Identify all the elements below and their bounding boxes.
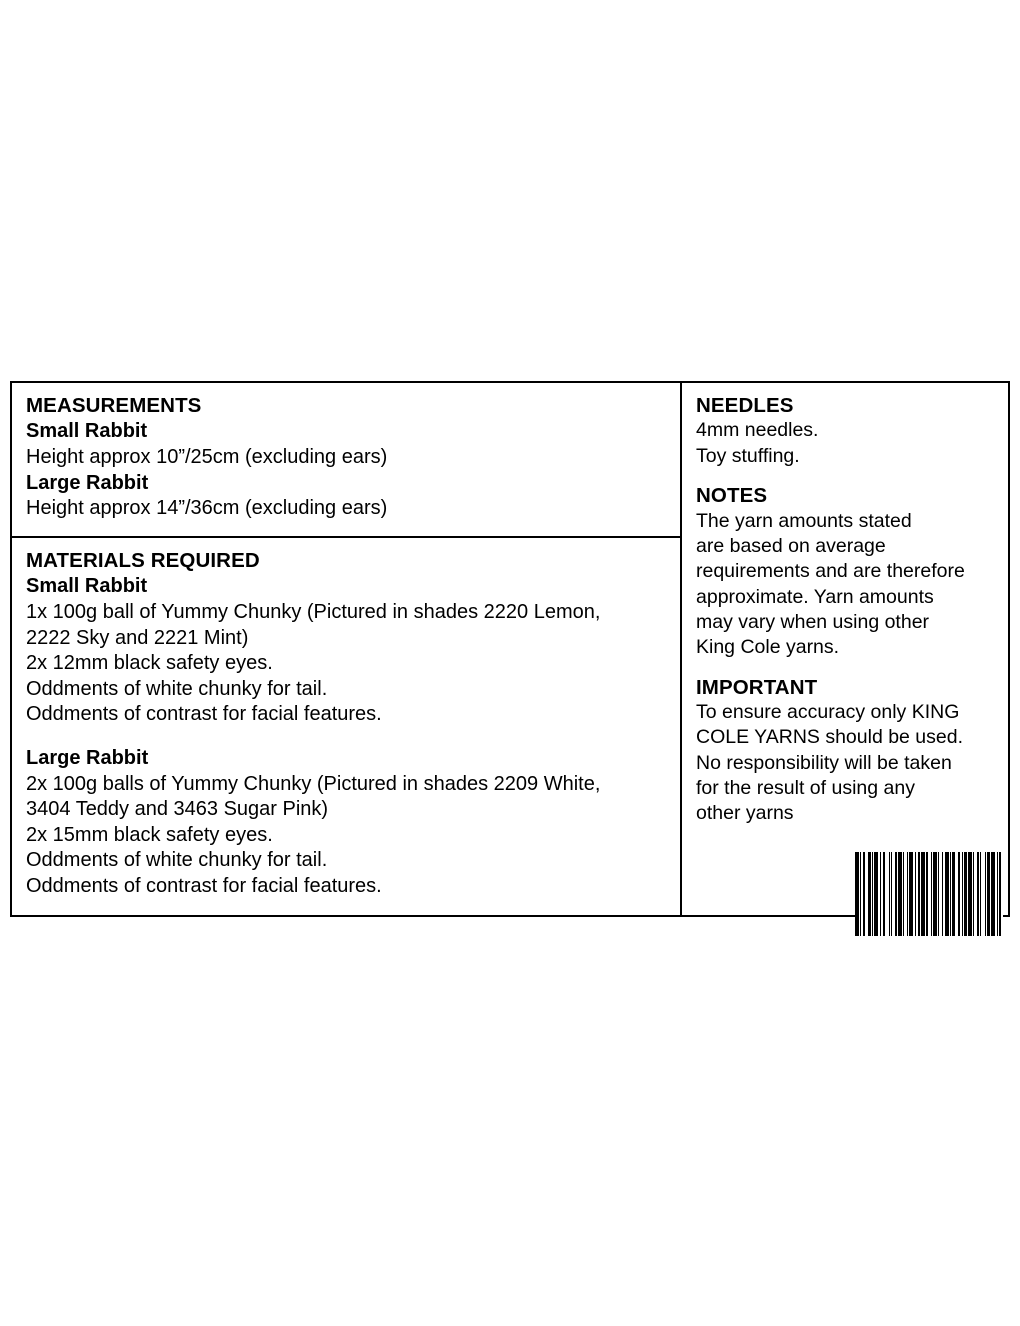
materials-large-line-1: 2x 100g balls of Yummy Chunky (Pictured in shades 2209 White,: [26, 772, 601, 795]
needles-line-1: 4mm needles.: [696, 419, 819, 442]
materials-small-line-5: Oddments of contrast for facial features.: [26, 703, 382, 726]
right-column: [682, 383, 1008, 915]
info-panel: [10, 381, 1010, 917]
notes-line-1: The yarn amounts stated: [696, 509, 912, 532]
materials-spacer: [26, 728, 666, 746]
measurements-large-rabbit-text: Height approx 14”/36cm (excluding ears): [26, 497, 388, 520]
materials-large-rabbit-heading: Large Rabbit: [26, 746, 149, 769]
measurements-small-rabbit-heading: Small Rabbit: [26, 420, 148, 443]
product-barcode: [855, 852, 1003, 936]
materials-title: MATERIALS REQUIRED: [26, 549, 260, 572]
materials-large-line-5: Oddments of contrast for facial features.: [26, 874, 382, 897]
important-title: IMPORTANT: [696, 675, 818, 699]
notes-line-5: may vary when using other: [696, 610, 930, 633]
measurements-large-rabbit-heading: Large Rabbit: [26, 471, 149, 494]
needles-title: NEEDLES: [696, 394, 794, 417]
materials-large-line-4: Oddments of white chunky for tail.: [26, 849, 328, 872]
left-column: [12, 383, 682, 915]
important-line-5: other yarns: [696, 802, 794, 825]
notes-line-3: requirements and are therefore: [696, 560, 965, 583]
needles-line-2: Toy stuffing.: [696, 444, 800, 467]
notes-line-6: King Cole yarns.: [696, 636, 840, 659]
materials-small-line-1: 1x 100g ball of Yummy Chunky (Pictured in shades 2220 Lemon,: [26, 601, 601, 623]
important-line-4: for the result of using any: [696, 777, 915, 799]
important-line-3: No responsibility will be taken: [696, 751, 952, 774]
notes-line-4: approximate. Yarn amounts: [696, 585, 934, 608]
important-line-1: To ensure accuracy only KING: [696, 700, 960, 723]
notes-title: NOTES: [696, 484, 768, 508]
measurements-small-rabbit-text: Height approx 10”/25cm (excluding ears): [26, 446, 388, 468]
materials-large-line-3: 2x 15mm black safety eyes.: [26, 823, 273, 846]
measurements-section: [12, 383, 680, 538]
materials-small-rabbit-heading: Small Rabbit: [26, 575, 148, 598]
materials-section: [12, 538, 680, 915]
notes-spacer: [696, 661, 994, 675]
measurements-title: MEASUREMENTS: [26, 394, 202, 417]
materials-small-line-3: 2x 12mm black safety eyes.: [26, 652, 273, 675]
materials-large-line-2: 3404 Teddy and 3463 Sugar Pink): [26, 798, 329, 821]
materials-small-line-2: 2222 Sky and 2221 Mint): [26, 626, 249, 649]
important-line-2: COLE YARNS should be used.: [696, 726, 964, 749]
materials-small-line-4: Oddments of white chunky for tail.: [26, 677, 328, 700]
needles-spacer: [696, 469, 994, 483]
notes-line-2: are based on average: [696, 534, 886, 557]
